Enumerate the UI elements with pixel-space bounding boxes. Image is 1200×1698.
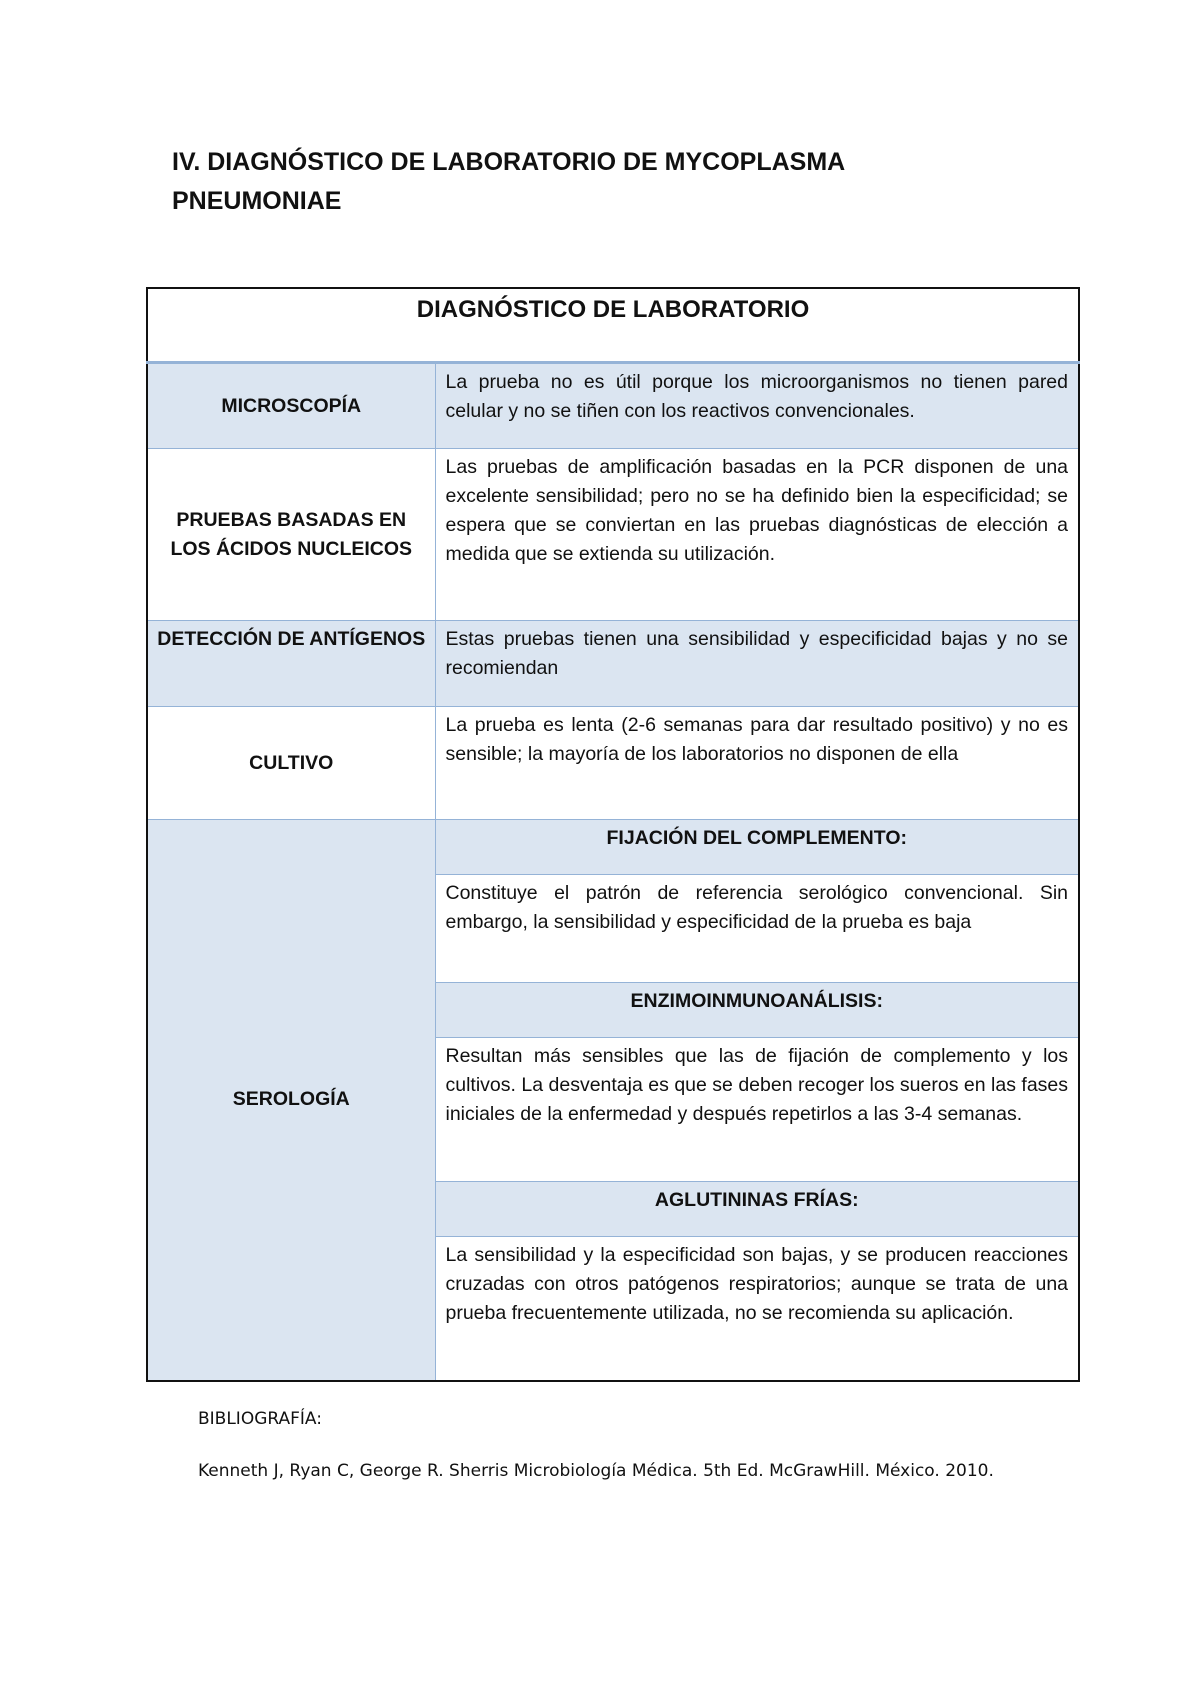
- bibliography-reference: Kenneth J, Ryan C, George R. Sherris Microbiología Médica. 5th Ed. McGrawHill. México. 2010.: [198, 1461, 994, 1481]
- text-enzimoinmunoanalisis: Resultan más sensibles que las de fijación de complemento y los cultivos. La desventaja es que se deben recoger los sueros en las fases iniciales de la enfermedad y después repetirlos a las 3-4 semanas.: [435, 1038, 1079, 1182]
- diagnostic-table: [146, 287, 1080, 1382]
- page-heading: [172, 143, 1072, 221]
- table-row: [147, 707, 1079, 820]
- bibliography-label: BIBLIOGRAFÍA:: [198, 1409, 322, 1429]
- row-label-antigenos: DETECCIÓN DE ANTÍGENOS: [147, 621, 435, 707]
- table-row: [147, 363, 1079, 449]
- heading-line-2: PNEUMONIAE: [172, 187, 342, 215]
- text-fijacion-complemento: Constituye el patrón de referencia serológico convencional. Sin embargo, la sensibilidad y especificidad de la prueba es baja: [435, 875, 1079, 983]
- subtitle-enzimoinmunoanalisis: ENZIMOINMUNOANÁLISIS:: [435, 983, 1079, 1038]
- heading-line-1: IV. DIAGNÓSTICO DE LABORATORIO DE MYCOPLASMA: [172, 148, 846, 176]
- row-text-antigenos: Estas pruebas tienen una sensibilidad y especificidad bajas y no se recomiendan: [435, 621, 1079, 707]
- row-text-cultivo: La prueba es lenta (2-6 semanas para dar resultado positivo) y no es sensible; la mayoría de los laboratorios no disponen de ella: [435, 707, 1079, 820]
- text-aglutininas-frias: La sensibilidad y la especificidad son bajas, y se producen reacciones cruzadas con otros patógenos respiratorios; aunque se trata de una prueba frecuentemente utilizada, no se recomienda su aplicación.: [435, 1237, 1079, 1381]
- row-label-microscopia: MICROSCOPÍA: [147, 363, 435, 449]
- table-row: [147, 449, 1079, 621]
- row-text-microscopia: La prueba no es útil porque los microorganismos no tienen pared celular y no se tiñen con los reactivos convencionales.: [435, 363, 1079, 449]
- row-text-acidos-nucleicos: Las pruebas de amplificación basadas en la PCR disponen de una excelente sensibilidad; pero no se ha definido bien la especificidad; se espera que se conviertan en las pruebas diagnósticas de elección a medida que se extienda su utilización.: [435, 449, 1079, 621]
- row-label-acidos-nucleicos: PRUEBAS BASADAS EN LOS ÁCIDOS NUCLEICOS: [147, 449, 435, 621]
- row-label-serologia: SEROLOGÍA: [147, 820, 435, 1381]
- subtitle-fijacion-complemento: FIJACIÓN DEL COMPLEMENTO:: [435, 820, 1079, 875]
- subtitle-aglutininas-frias: AGLUTININAS FRÍAS:: [435, 1182, 1079, 1237]
- table-row: [147, 621, 1079, 707]
- table-title-row: [147, 288, 1079, 363]
- row-label-cultivo: CULTIVO: [147, 707, 435, 820]
- serologia-subtitle-row: [147, 820, 1079, 875]
- table-title: DIAGNÓSTICO DE LABORATORIO: [147, 288, 1079, 363]
